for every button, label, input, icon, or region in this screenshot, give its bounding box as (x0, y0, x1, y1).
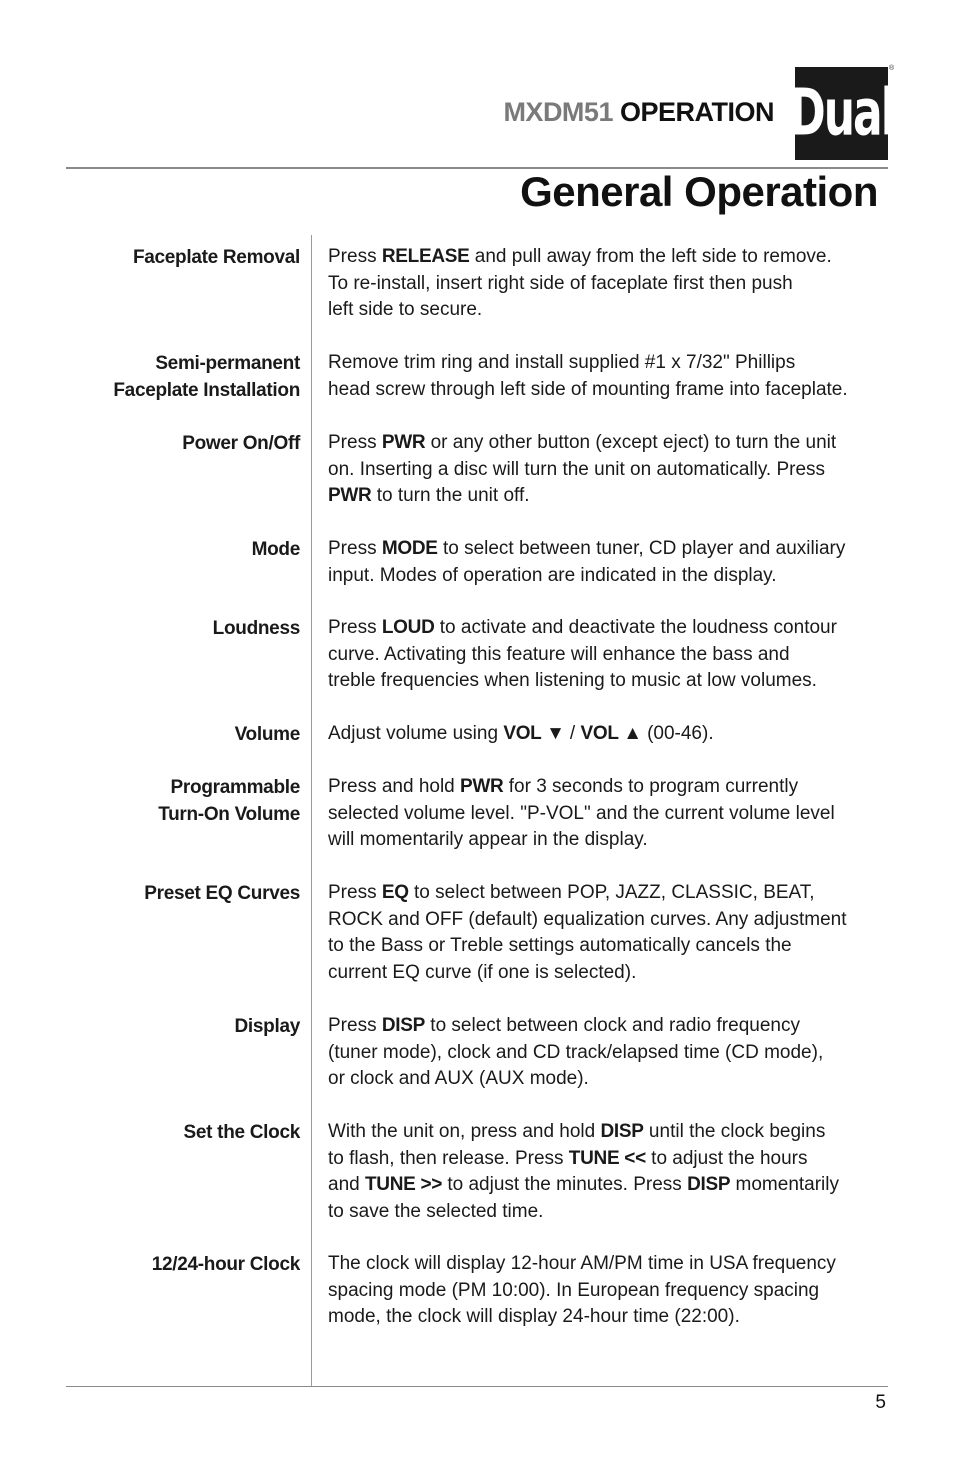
description-text: selected volume level. "P-VOL" and the current volume level (328, 802, 835, 824)
description-text: left side to secure. (328, 299, 483, 320)
section-label (40, 1013, 300, 1040)
description-text: to flash, then release. Press (328, 1147, 569, 1169)
description-text: Press (328, 617, 382, 638)
description-line (328, 430, 890, 457)
description-line (328, 801, 890, 828)
description-text: to save the selected time. (328, 1200, 544, 1222)
description-text: Press and hold (328, 776, 461, 797)
section-label-line: Volume (234, 724, 300, 745)
section-label-line: 12/24-hour Clock (151, 1254, 300, 1275)
description-text: / (564, 723, 581, 744)
section-description (328, 1251, 890, 1331)
description-text: to adjust the hours (645, 1147, 808, 1169)
description-text: Press (328, 1015, 382, 1036)
button-name: VOL ▼ (503, 723, 565, 744)
description-line (328, 1251, 890, 1278)
description-line (328, 960, 890, 987)
description-line (328, 271, 890, 298)
description-text: mode, the clock will display 24-hour time (22:00). (328, 1306, 740, 1327)
description-text: to activate and deactivate the loudness contour (434, 617, 837, 638)
description-line (328, 1146, 890, 1173)
section-description (328, 1119, 890, 1225)
section-description (328, 350, 890, 403)
section-label (40, 244, 300, 271)
description-text: Press (328, 882, 382, 903)
section-name: OPERATION (619, 97, 774, 127)
section-label-line: Loudness (212, 618, 300, 639)
description-text: for 3 seconds to program currently (503, 776, 799, 797)
description-line (328, 668, 890, 695)
section-label (40, 880, 300, 907)
column-divider (311, 235, 312, 1387)
section-label-line: Programmable (170, 777, 300, 798)
section-description (328, 615, 890, 695)
description-line (328, 1199, 890, 1226)
button-name: TUNE << (568, 1147, 646, 1169)
section-label (40, 774, 300, 828)
button-name: TUNE >> (364, 1174, 443, 1195)
section-label (40, 615, 300, 642)
description-text: current EQ curve (if one is selected). (328, 961, 637, 983)
description-text: Remove trim ring and install supplied #1 x 7/32" Phillips (328, 352, 796, 373)
dual-logo (789, 67, 894, 160)
button-name: MODE (381, 538, 438, 559)
description-text: curve. Activating this feature will enhance the bass and (328, 643, 790, 665)
section-label-line: Semi-permanent (155, 353, 300, 374)
page-number: 5 (875, 1392, 886, 1413)
section-label-line: Faceplate Installation (113, 380, 300, 401)
description-text: to turn the unit off. (371, 485, 530, 506)
button-name: DISP (600, 1121, 644, 1142)
section-description (328, 430, 890, 510)
description-text: or clock and AUX (AUX mode). (328, 1068, 589, 1089)
model-name: MXDM51 (503, 97, 613, 127)
description-text: or any other button (except eject) to turn the unit (425, 432, 837, 453)
description-text: spacing mode (PM 10:00). In European frequency spacing (328, 1279, 820, 1301)
registered-mark: ® (889, 65, 895, 72)
footer-divider (66, 1386, 888, 1387)
description-text: Press (328, 432, 382, 453)
description-line (328, 457, 890, 484)
section-label (40, 350, 300, 404)
section-description (328, 536, 890, 589)
description-text: and (328, 1174, 365, 1195)
section-label (40, 536, 300, 563)
description-text: With the unit on, press and hold (328, 1121, 601, 1142)
description-text: Press (328, 246, 382, 267)
description-line (328, 1040, 890, 1067)
button-name: PWR (328, 485, 372, 506)
button-name: PWR (460, 776, 504, 797)
description-line (328, 350, 890, 377)
section-description (328, 721, 890, 748)
description-text: input. Modes of operation are indicated in the display. (328, 564, 777, 586)
description-text: to select between POP, JAZZ, CLASSIC, BEAT, (408, 882, 815, 903)
section-label-line: Power On/Off (182, 433, 300, 454)
button-name: RELEASE (381, 246, 470, 267)
description-text: will momentarily appear in the display. (328, 829, 648, 850)
description-text: momentarily (730, 1174, 839, 1195)
description-line (328, 563, 890, 590)
description-line (328, 1119, 890, 1146)
description-text: treble frequencies when listening to music at low volumes. (328, 670, 817, 691)
description-line (328, 536, 890, 563)
description-line (328, 483, 890, 510)
section-label (40, 430, 300, 457)
description-text: To re-install, insert right side of faceplate first then push (328, 272, 793, 294)
section-description (328, 1013, 890, 1093)
description-line (328, 642, 890, 669)
description-text: The clock will display 12-hour AM/PM time in USA frequency (328, 1253, 836, 1274)
description-line (328, 1013, 890, 1040)
description-text: Press (328, 538, 382, 559)
button-name: LOUD (381, 617, 435, 638)
section-description (328, 880, 890, 986)
section-label-line: Preset EQ Curves (144, 883, 300, 904)
description-text: to the Bass or Treble settings automatically cancels the (328, 935, 792, 956)
description-line (328, 244, 890, 271)
header-title (503, 97, 774, 128)
description-line (328, 615, 890, 642)
description-text: to adjust the minutes. Press (442, 1174, 688, 1195)
button-name: DISP (381, 1015, 426, 1036)
section-label (40, 721, 300, 748)
section-label-line: Display (234, 1016, 300, 1037)
button-name: EQ (381, 882, 409, 903)
description-line (328, 907, 890, 934)
section-label-line: Mode (251, 539, 300, 560)
description-text: to select between tuner, CD player and auxiliary (437, 538, 846, 559)
section-description (328, 774, 890, 854)
page-title: General Operation (520, 168, 878, 215)
description-text: Adjust volume using (328, 723, 504, 744)
description-line (328, 721, 890, 748)
description-text: and pull away from the left side to remove. (469, 246, 832, 267)
section-description (328, 244, 890, 324)
description-text: head screw through left side of mounting frame into faceplate. (328, 378, 848, 400)
description-line (328, 933, 890, 960)
description-line (328, 827, 890, 854)
description-text: on. Inserting a disc will turn the unit on automatically. Press (328, 458, 826, 480)
description-line (328, 880, 890, 907)
button-name: PWR (381, 432, 426, 453)
description-line (328, 1172, 890, 1199)
description-text: (00-46). (641, 723, 714, 744)
logo-text: Dual (789, 76, 894, 151)
button-name: VOL ▲ (580, 723, 642, 744)
section-label (40, 1119, 300, 1146)
description-text: ROCK and OFF (default) equalization curves. Any adjustment (328, 908, 847, 930)
description-line (328, 297, 890, 324)
section-label (40, 1251, 300, 1278)
description-text: until the clock begins (643, 1121, 826, 1142)
description-text: to select between clock and radio frequency (425, 1015, 800, 1036)
description-line (328, 377, 890, 404)
button-name: DISP (687, 1174, 731, 1195)
description-line (328, 1278, 890, 1305)
description-line (328, 774, 890, 801)
description-text: (tuner mode), clock and CD track/elapsed time (CD mode), (328, 1041, 824, 1063)
section-label-line: Turn-On Volume (158, 804, 300, 825)
description-line (328, 1304, 890, 1331)
section-label-line: Faceplate Removal (132, 247, 300, 268)
section-label-line: Set the Clock (183, 1122, 300, 1143)
description-line (328, 1066, 890, 1093)
